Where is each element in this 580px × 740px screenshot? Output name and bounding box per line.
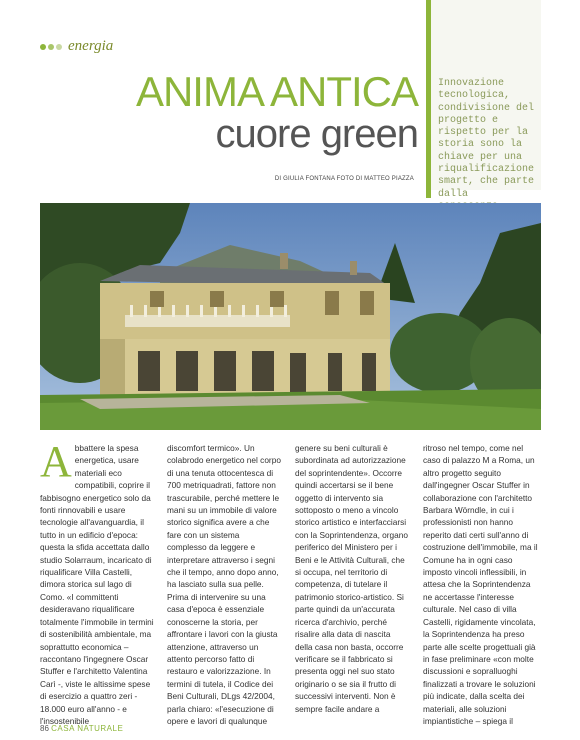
section-dot-1 [40,44,46,50]
column-1-text: bbattere la spesa energetica, usare materiali eco compatibili, coprire il fabbisogno energetico solo da fonti rinnovabili e usare tecnologie all'avanguardia, il tutto in un edificio d'epoca: questa la sfida accettata dallo studio Solarraum, incaricato di riqualificare Villa Castelli, dimora storica sul lago di Como. «I committenti desideravano riqualificare totalmente l'immobile in termini di sostenibilità ambientale, ma soprattutto economica – raccontano l'ingegnere Oscar Stuffer e l'architetto Valentina Carì -, viste le altissime spese di esercizio a quattro zeri - 18.000 euro all'anno - e l'insostenibile [40,443,154,726]
article-column-3: genere su beni culturali è subordinata ad autorizzazione del soprintendente». Occorre quindi accertarsi se il bene oggetto di intervento sia sottoposto o meno a vincolo storico artistico e interfacciarsi con la Soprintendenza, organo periferico del Ministero per i Beni e le Attività Culturali, che si occupa, nel territorio di competenza, di tutelare il patrimonio storico-artistico. Si parte quindi da un'accurata ricerca d'archivio, perché risalire alla data di nascita della casa non basta, occorre verificare se il fabbricato si presenta oggi nel suo stato originario o se sia il frutto di successivi interventi. Non è sempre facile andare a [295,443,409,714]
intro-box [431,0,541,200]
byline: DI GIULIA FONTANA FOTO DI MATTEO PIAZZA [274,176,414,182]
headline-line-1: ANIMA ANTICA [135,68,418,115]
villa-illustration [40,203,541,430]
article-columns [40,437,541,726]
article-column-2: discomfort termico». Un colabrodo energetico nel corpo di una tenuta ottocentesca di 700 metriquadrati, fattore non trascurabile, perché mettere le mani su un immobile di valore storico significa avere a che fare con un sistema complesso da leggere e interpretare attraverso i segni che il tempo, anno dopo anno, ha lasciato sulla sua pelle. Prima di intervenire su una casa d'epoca è essenziale conoscerne la storia, per affrontare i lavori con la giusta attenzione, attraverso un attento percorso fatto di restauro e valorizzazione. In termini di tutela, il Codice dei Beni Culturali, DLgs 42/2004, parla chiaro: «l'esecuzione di opere e lavori di qualunque [167,443,281,726]
section-label: energia [68,38,114,54]
headline-line-2: cuore green [215,112,418,156]
villa-photo [40,203,541,430]
page-footer [40,724,123,733]
page-number: 86 [40,724,49,733]
section-dot-2 [48,44,54,50]
magazine-name: CASA NATURALE [51,724,124,733]
article-column-1 [40,437,154,727]
section-dot-3 [56,44,62,50]
intro-text: Innovazione tecnologica, condivisione del progetto e rispetto per la storia sono la chiave per una riqualificazione smart, che parte dalla [438,78,535,200]
article-column-4: ritroso nel tempo, come nel caso di palazzo M a Roma, un altro progetto seguito dall'ingegner Oscar Stuffer in collaborazione con l'architetto Barbara Wörndle, in cui i professionisti non hanno reperito dati certi sull'anno di costruzione dell'immobile, ma il Comune ha in ogni caso imposto vincoli inflessibili, in attesa che la Soprintendenza ne accertasse l'interesse culturale. Nel caso di villa Castelli, rigidamente vincolata, la Soprintendenza ha preso parte alle scelte progettuali già in fase preliminare «con molte discussioni e sopralluoghi finalizzati a trovare le soluzioni più indicate, dalla scelta dei materiali, alle soluzioni impiantistiche – spiega il [423,443,538,726]
drop-cap: A [40,437,72,486]
section-tag [40,38,113,55]
